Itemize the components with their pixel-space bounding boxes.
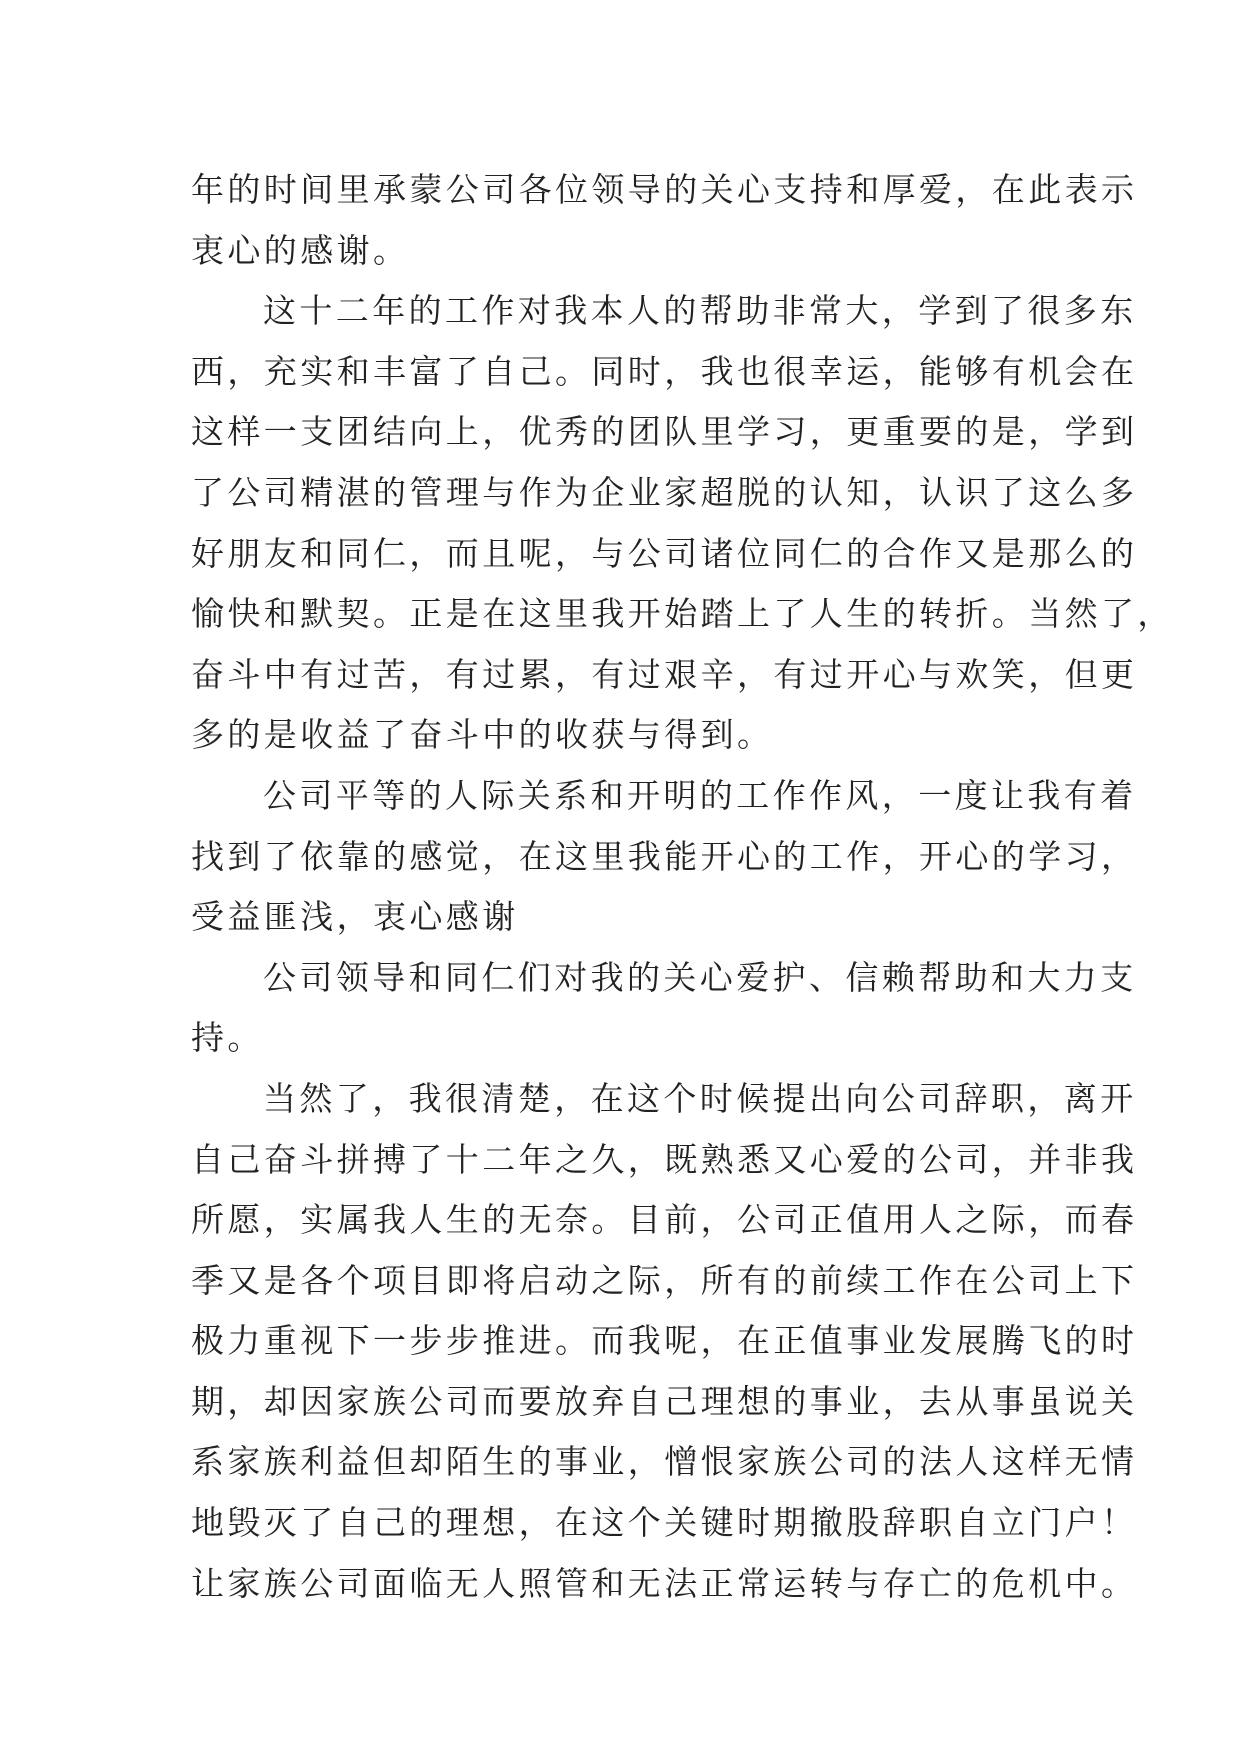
- text-line: 自己奋斗拼搏了十二年之久，既熟悉又心爱的公司，并非我: [191, 1139, 1138, 1179]
- text-line: 好朋友和同仁，而且呢，与公司诸位同仁的合作又是那么的: [191, 533, 1138, 573]
- text-line: 衷心的感谢。: [191, 230, 410, 270]
- text-line: 年的时间里承蒙公司各位领导的关心支持和厚爱，在此表示: [191, 170, 1138, 209]
- text-line: 极力重视下一步步推进。而我呢，在正值事业发展腾飞的时: [191, 1321, 1138, 1361]
- text-line: 这十二年的工作对我本人的帮助非常大，学到了很多东: [263, 291, 1137, 331]
- text-line: 季又是各个项目即将启动之际，所有的前续工作在公司上下: [191, 1260, 1138, 1300]
- text-line: 地毁灭了自己的理想，在这个关键时期撤股辞职自立门户！: [191, 1503, 1138, 1543]
- text-line: 期，却因家族公司而要放弃自己理想的事业，去从事虽说关: [191, 1381, 1138, 1421]
- text-line: 奋斗中有过苦，有过累，有过艰辛，有过开心与欢笑，但更: [191, 654, 1138, 694]
- text-line: 当然了，我很清楚，在这个时候提出向公司辞职，离开: [263, 1078, 1137, 1118]
- text-line: 了公司精湛的管理与作为企业家超脱的认知，认识了这么多: [191, 472, 1138, 512]
- text-line: 持。: [191, 1018, 264, 1058]
- body-text: [191, 160, 1174, 1614]
- text-line: 所愿，实属我人生的无奈。目前，公司正值用人之际，而春: [191, 1200, 1138, 1240]
- text-line: 受益匪浅，衷心感谢: [191, 897, 519, 937]
- text-line: 愉快和默契。正是在这里我开始踏上了人生的转折。当然了，: [191, 594, 1174, 634]
- text-line: 公司平等的人际关系和开明的工作作风，一度让我有着: [263, 775, 1137, 815]
- text-line: 公司领导和同仁们对我的关心爱护、信赖帮助和大力支: [263, 957, 1137, 997]
- text-line: 让家族公司面临无人照管和无法正常运转与存亡的危机中。: [191, 1563, 1138, 1603]
- text-line: 多的是收益了奋斗中的收获与得到。: [191, 715, 774, 755]
- text-line: 找到了依靠的感觉，在这里我能开心的工作，开心的学习，: [191, 836, 1138, 876]
- text-line: 系家族利益但却陌生的事业，憎恨家族公司的法人这样无情: [191, 1442, 1138, 1482]
- text-line: 这样一支团结向上，优秀的团队里学习，更重要的是，学到: [191, 412, 1138, 452]
- text-line: 西，充实和丰富了自己。同时，我也很幸运，能够有机会在: [191, 351, 1138, 391]
